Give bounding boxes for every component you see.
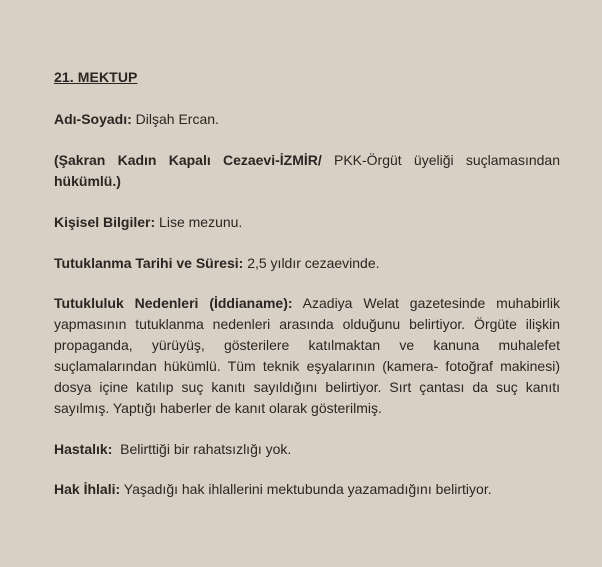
personal-info-label: Kişisel Bilgiler:: [54, 214, 156, 230]
name-label: Adı-Soyadı:: [54, 111, 132, 127]
detention-reasons-value: Azadiya Welat gazetesinde muhabirlik yapmasının tutuklanma nedenleri arasında olduğunu belirtiyor. Örgüte ilişkin propaganda, yürüyüş, gösterilere katılmaktan ve kanuna muhalefet suçlamalarından hükümlü. Tüm teknik eşyalarının (kamera- fotoğraf makinesi) dosya içine katılıp suç kanıtı sayıldığını belirtiyor. Sırt çantası da suç kanıtı sayılmış. Yaptığı haberler de kanıt olarak gösterilmiş.: [54, 295, 560, 416]
personal-info-value: Lise mezunu.: [155, 214, 243, 230]
rights-violation-field: [54, 479, 560, 500]
arrest-date-value: 2,5 yıldır cezaevinde.: [243, 255, 380, 271]
illness-label: Hastalık:: [54, 441, 113, 457]
prison-label: (Şakran Kadın Kapalı Cezaevi-İZMİR/: [54, 152, 322, 168]
prison-value: PKK-Örgüt üyeliği suçlamasından: [321, 152, 561, 168]
arrest-date-label: Tutuklanma Tarihi ve Süresi:: [54, 255, 244, 271]
name-value: Dilşah Ercan.: [131, 111, 219, 127]
prison-field: [54, 150, 560, 192]
arrest-date-field: [54, 253, 560, 274]
detention-reasons-label: Tutukluluk Nedenleri (İddianame):: [54, 295, 293, 311]
rights-violation-value: Yaşadığı hak ihlallerini mektubunda yazamadığını belirtiyor.: [120, 481, 492, 497]
prison-label-end: hükümlü.): [54, 173, 121, 189]
detention-reasons-field: [54, 293, 560, 419]
rights-violation-label: Hak İhlali:: [54, 481, 121, 497]
illness-field: [54, 439, 560, 460]
illness-value: Belirttiği bir rahatsızlığı yok.: [112, 441, 292, 457]
letter-heading: 21. MEKTUP: [54, 69, 138, 85]
name-field: [54, 109, 560, 130]
personal-info-field: [54, 212, 560, 233]
